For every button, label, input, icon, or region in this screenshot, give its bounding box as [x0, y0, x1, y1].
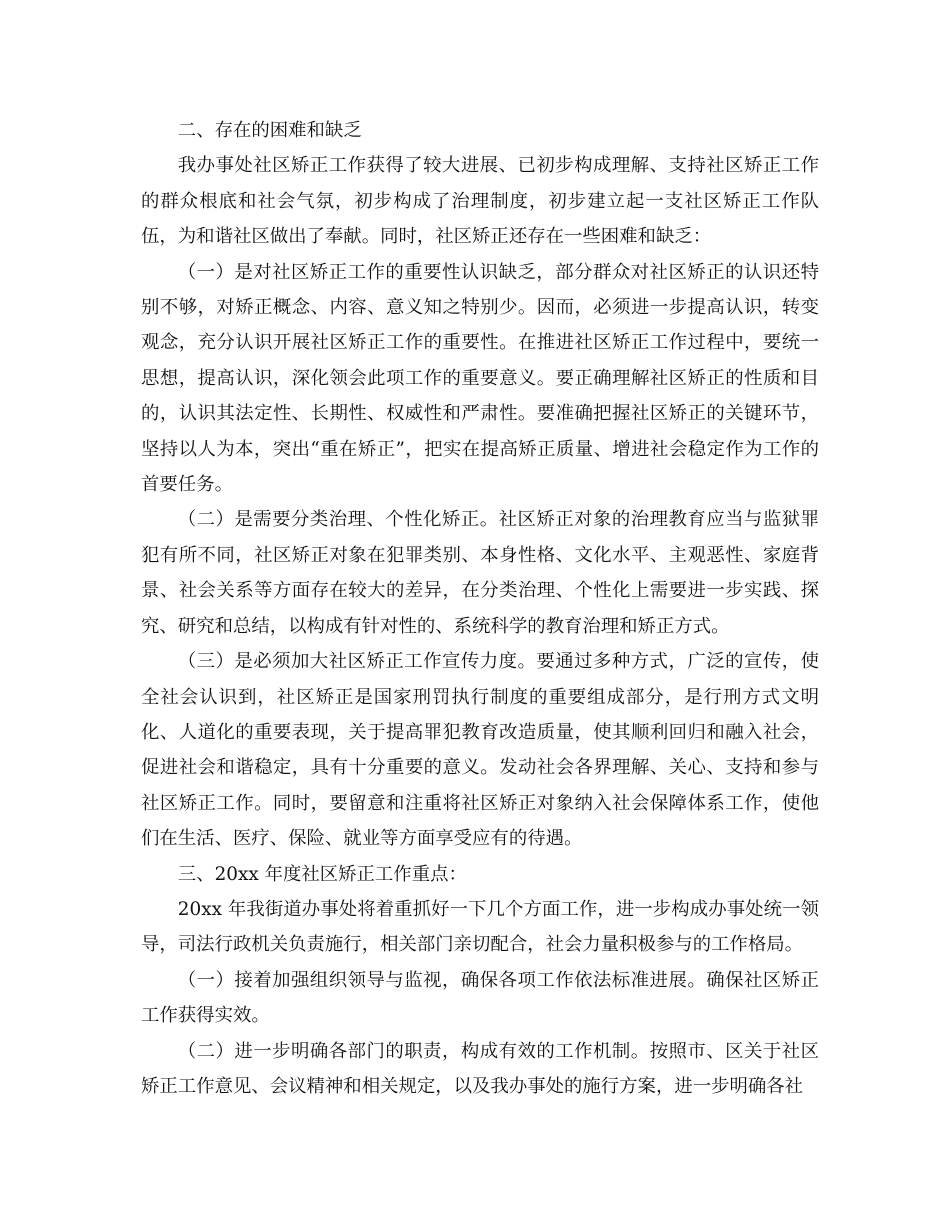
- section-heading-key-work: 三、20xx 年度社区矫正工作重点：: [177, 863, 467, 885]
- paragraph-item-1-awareness: （一）是对社区矫正工作的重要性认识缺乏，部分群众对社区矫正的认识还特别不够，对矫正概念、内容、意义知之特别少。因而，必须进一步提高认识，转变观念，充分认识开展社区矫正工作的重要性。在推进社区矫正工作过程中，要统一思想，提高认识，深化领会此项工作的重要意义。要正确理解社区矫正的性质和目的，认识其法定性、长期性、权威性和严肃性。要准确把握社区矫正的关键环节，坚持以人为本，突出“重在矫正”，把实在提高矫正质量、增进社会稳定作为工作的首要任务。: [141, 261, 819, 496]
- paragraph-item-3-publicity: （三）是必须加大社区矫正工作宣传力度。要通过多种方式，广泛的宣传，使全社会认识到，社区矫正是国家刑罚执行制度的重要组成部分，是行刑方式文明化、人道化的重要表现，关于提高罪犯教育改造质量，使其顺利回归和融入社会，促进社会和谐稳定，具有十分重要的意义。发动社会各界理解、关心、支持和参与社区矫正工作。同时，要留意和注重将社区矫正对象纳入社会保障体系工作，使他们在生活、医疗、保险、就业等方面享受应有的待遇。: [141, 651, 819, 850]
- paragraph-key-work-intro: 20xx 年我街道办事处将着重抓好一下几个方面工作，进一步构成办事处统一领导，司法行政机关负责施行，相关部门亲切配合，社会力量积极参与的工作格局。: [141, 898, 819, 956]
- paragraph-progress-summary: 我办事处社区矫正工作获得了较大进展、已初步构成理解、支持社区矫正工作的群众根底和社会气氛，初步构成了治理制度，初步建立起一支社区矫正工作队伍，为和谐社区做出了奉献。同时，社区矫正还存在一些困难和缺乏：: [141, 155, 819, 248]
- paragraph-key-item-1-leadership: （一）接着加强组织领导与监视，确保各项工作依法标准进展。确保社区矫正工作获得实效。: [141, 969, 819, 1027]
- section-heading-difficulties: 二、存在的困难和缺乏: [177, 120, 362, 141]
- paragraph-key-item-2-responsibilities: （二）进一步明确各部门的职责，构成有效的工作机制。按照市、区关于社区矫正工作意见、会议精神和相关规定，以及我办事处的施行方案，进一步明确各社: [141, 1040, 819, 1097]
- document-body: [141, 113, 819, 1104]
- paragraph-item-2-classification: （二）是需要分类治理、个性化矫正。社区矫正对象的治理教育应当与监狱罪犯有所不同，社区矫正对象在犯罪类别、本身性格、文化水平、主观恶性、家庭背景、社会关系等方面存在较大的差异，在分类治理、个性化上需要进一步实践、探究、研究和总结，以构成有针对性的、系统科学的教育治理和矫正方式。: [141, 509, 819, 637]
